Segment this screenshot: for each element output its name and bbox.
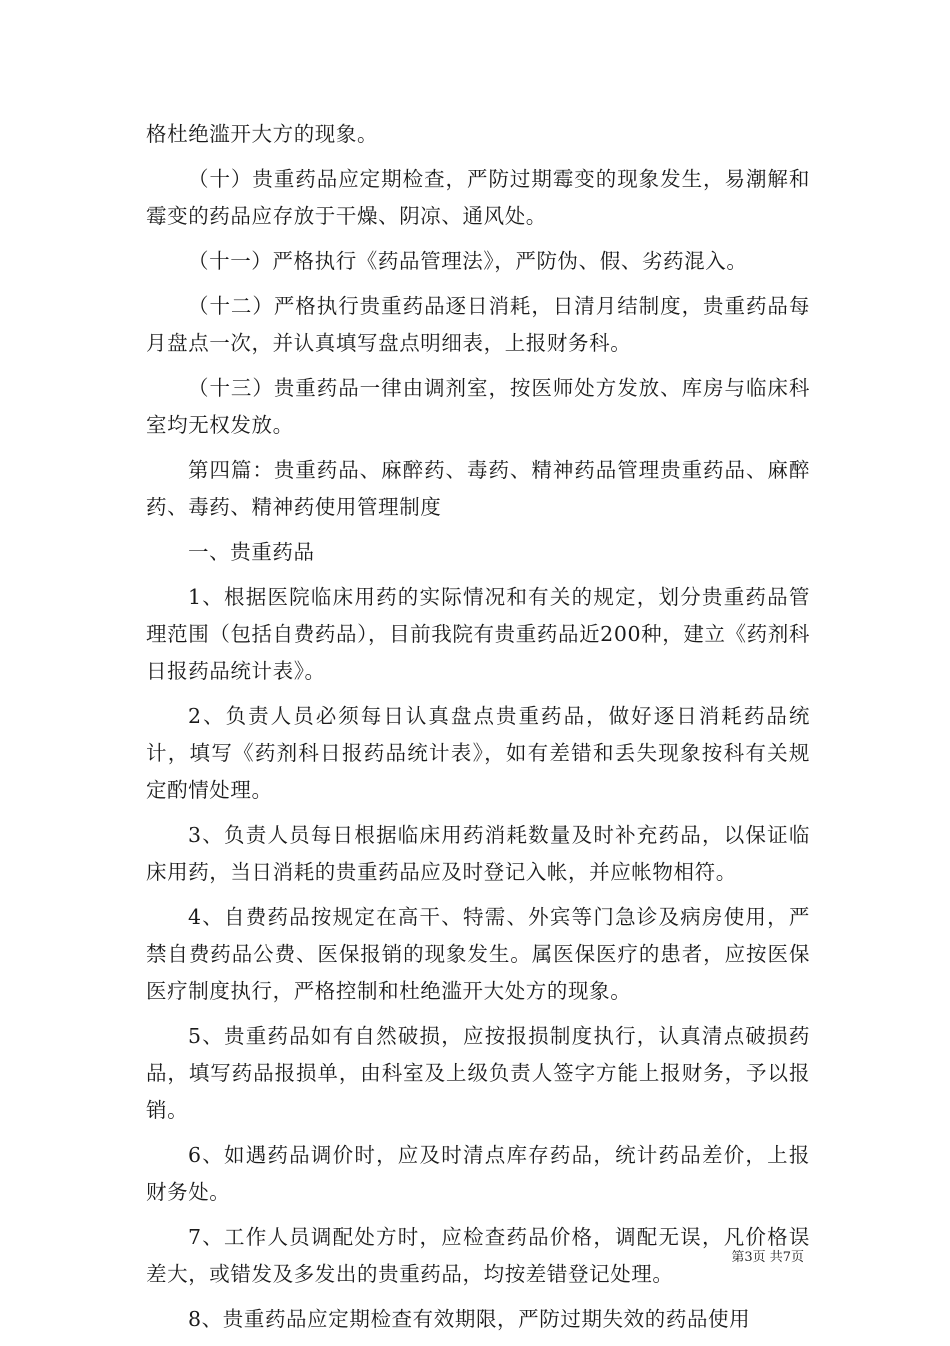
paragraph: （十二）严格执行贵重药品逐日消耗，日清月结制度，贵重药品每月盘点一次，并认真填写盘点明细表，上报财务科。 (146, 294, 810, 355)
paragraph: 5、贵重药品如有自然破损，应按报损制度执行，认真清点破损药品，填写药品报损单，由科室及上级负责人签字方能上报财务，予以报销。 (146, 1024, 810, 1122)
paragraph: 3、负责人员每日根据临床用药消耗数量及时补充药品，以保证临床用药，当日消耗的贵重药品应及时登记入帐，并应帐物相符。 (146, 823, 810, 884)
subsection-heading: 一、贵重药品 (188, 540, 315, 564)
page-footer: 第3页 共7页 (731, 1250, 804, 1265)
paragraph: 6、如遇药品调价时，应及时清点库存药品，统计药品差价，上报财务处。 (146, 1143, 810, 1204)
paragraph: 1、根据医院临床用药的实际情况和有关的规定，划分贵重药品管理范围（包括自费药品），目前我院有贵重药品近200种，建立《药剂科日报药品统计表》。 (146, 585, 810, 683)
paragraph: （十三）贵重药品一律由调剂室，按医师处方发放、库房与临床科室均无权发放。 (146, 376, 810, 437)
paragraph: （十一）严格执行《药品管理法》，严防伪、假、劣药混入。 (188, 249, 748, 273)
document-body (146, 116, 810, 1346)
paragraph: 7、工作人员调配处方时，应检查药品价格，调配无误，凡价格误差大，或错发及多发出的贵重药品，均按差错登记处理。 (146, 1225, 810, 1286)
paragraph: 格杜绝滥开大方的现象。 (146, 122, 379, 146)
paragraph: 8、贵重药品应定期检查有效期限，严防过期失效的药品使用 (188, 1307, 751, 1331)
section-heading: 第四篇：贵重药品、麻醉药、毒药、精神药品管理贵重药品、麻醉药、毒药、精神药使用管理制度 (146, 458, 810, 519)
paragraph: （十）贵重药品应定期检查，严防过期霉变的现象发生，易潮解和霉变的药品应存放于干燥、阴凉、通风处。 (146, 167, 810, 228)
paragraph: 4、自费药品按规定在高干、特需、外宾等门急诊及病房使用，严禁自费药品公费、医保报销的现象发生。属医保医疗的患者，应按医保医疗制度执行，严格控制和杜绝滥开大处方的现象。 (146, 905, 810, 1003)
paragraph: 2、负责人员必须每日认真盘点贵重药品，做好逐日消耗药品统计，填写《药剂科日报药品统计表》，如有差错和丢失现象按科有关规定酌情处理。 (146, 704, 810, 802)
